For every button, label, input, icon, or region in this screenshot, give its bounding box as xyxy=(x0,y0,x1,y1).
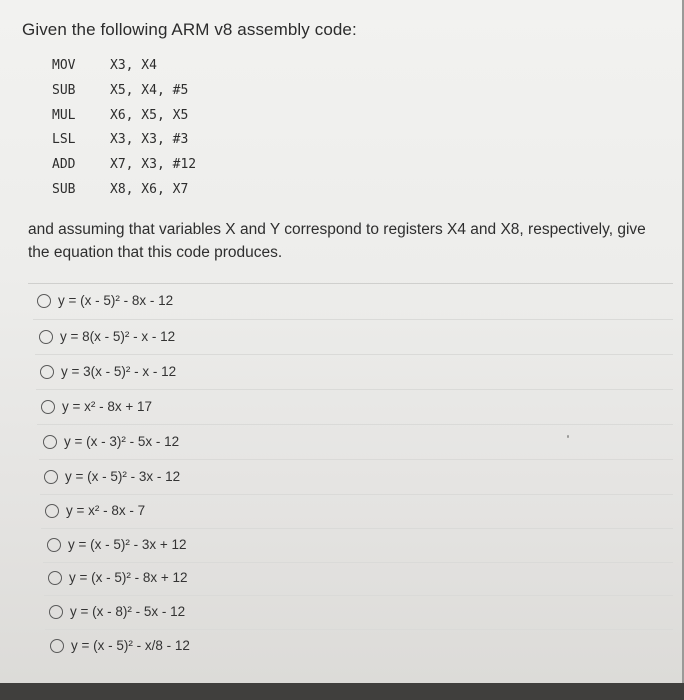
radio-button[interactable] xyxy=(43,435,57,449)
answer-option-label: y = x² - 8x + 17 xyxy=(62,399,153,414)
answer-option[interactable] xyxy=(37,293,173,308)
option-separator xyxy=(39,459,673,460)
radio-button[interactable] xyxy=(39,330,53,344)
option-separator xyxy=(35,354,673,355)
answer-option-label: y = x² - 8x - 7 xyxy=(66,503,146,518)
code-operands: X3, X4 xyxy=(110,58,157,73)
answer-option[interactable] xyxy=(39,329,175,344)
radio-button[interactable] xyxy=(44,470,58,484)
code-operands: X3, X3, #3 xyxy=(110,132,189,148)
option-separator xyxy=(33,319,673,320)
radio-button[interactable] xyxy=(41,400,55,414)
question-prompt: and assuming that variables X and Y correspond to registers X4 and X8, respectively, give the equation that this code produces. xyxy=(28,221,646,261)
option-separator xyxy=(36,389,673,390)
answer-option[interactable] xyxy=(50,638,190,653)
code-opcode: ADD xyxy=(52,157,76,173)
radio-button[interactable] xyxy=(49,605,63,619)
answer-option[interactable] xyxy=(41,399,152,414)
answer-option[interactable] xyxy=(43,434,179,449)
radio-button[interactable] xyxy=(50,639,64,653)
option-separator xyxy=(41,528,673,529)
answer-option-label: y = (x - 5)² - 3x - 12 xyxy=(65,469,181,484)
answer-option-label: y = (x - 5)² - 3x + 12 xyxy=(68,537,187,552)
answer-option[interactable] xyxy=(48,570,188,585)
code-opcode: MUL xyxy=(52,107,76,123)
answer-option[interactable] xyxy=(49,604,185,619)
code-operands: X8, X6, X7 xyxy=(110,181,189,197)
radio-button[interactable] xyxy=(47,538,61,552)
option-separator xyxy=(40,494,673,495)
code-operands: X5, X4, #5 xyxy=(110,82,189,98)
divider xyxy=(28,283,673,284)
screen-bottom-edge xyxy=(0,683,684,700)
code-opcode: SUB xyxy=(52,181,76,197)
option-separator xyxy=(44,595,673,596)
answer-option-label: y = (x - 5)² - 8x + 12 xyxy=(69,570,188,585)
radio-button[interactable] xyxy=(40,365,54,379)
option-separator xyxy=(45,629,673,630)
screen-speck xyxy=(567,435,569,438)
code-operands: X6, X5, X5 xyxy=(110,107,189,123)
answer-option-label: y = (x - 5)² - x/8 - 12 xyxy=(71,638,190,653)
radio-button[interactable] xyxy=(48,571,62,585)
answer-option-label: y = 3(x - 5)² - x - 12 xyxy=(61,364,177,379)
option-separator xyxy=(37,424,673,425)
code-opcode: LSL xyxy=(52,132,76,148)
answer-option-label: y = (x - 3)² - 5x - 12 xyxy=(64,434,180,449)
answer-option-label: y = 8(x - 5)² - x - 12 xyxy=(60,329,176,344)
answer-option[interactable] xyxy=(40,364,176,379)
answer-option[interactable] xyxy=(44,469,180,484)
question-header: Given the following ARM v8 assembly code: xyxy=(22,20,357,39)
answer-option[interactable] xyxy=(45,503,145,518)
answer-option-label: y = (x - 8)² - 5x - 12 xyxy=(70,604,186,619)
answer-option-label: y = (x - 5)² - 8x - 12 xyxy=(58,293,174,308)
option-separator xyxy=(43,562,673,563)
radio-button[interactable] xyxy=(45,504,59,518)
code-operands: X7, X3, #12 xyxy=(110,157,197,173)
answer-option[interactable] xyxy=(47,537,187,552)
code-opcode: SUB xyxy=(52,82,76,98)
code-opcode: MOV xyxy=(52,58,76,73)
radio-button[interactable] xyxy=(37,294,51,308)
